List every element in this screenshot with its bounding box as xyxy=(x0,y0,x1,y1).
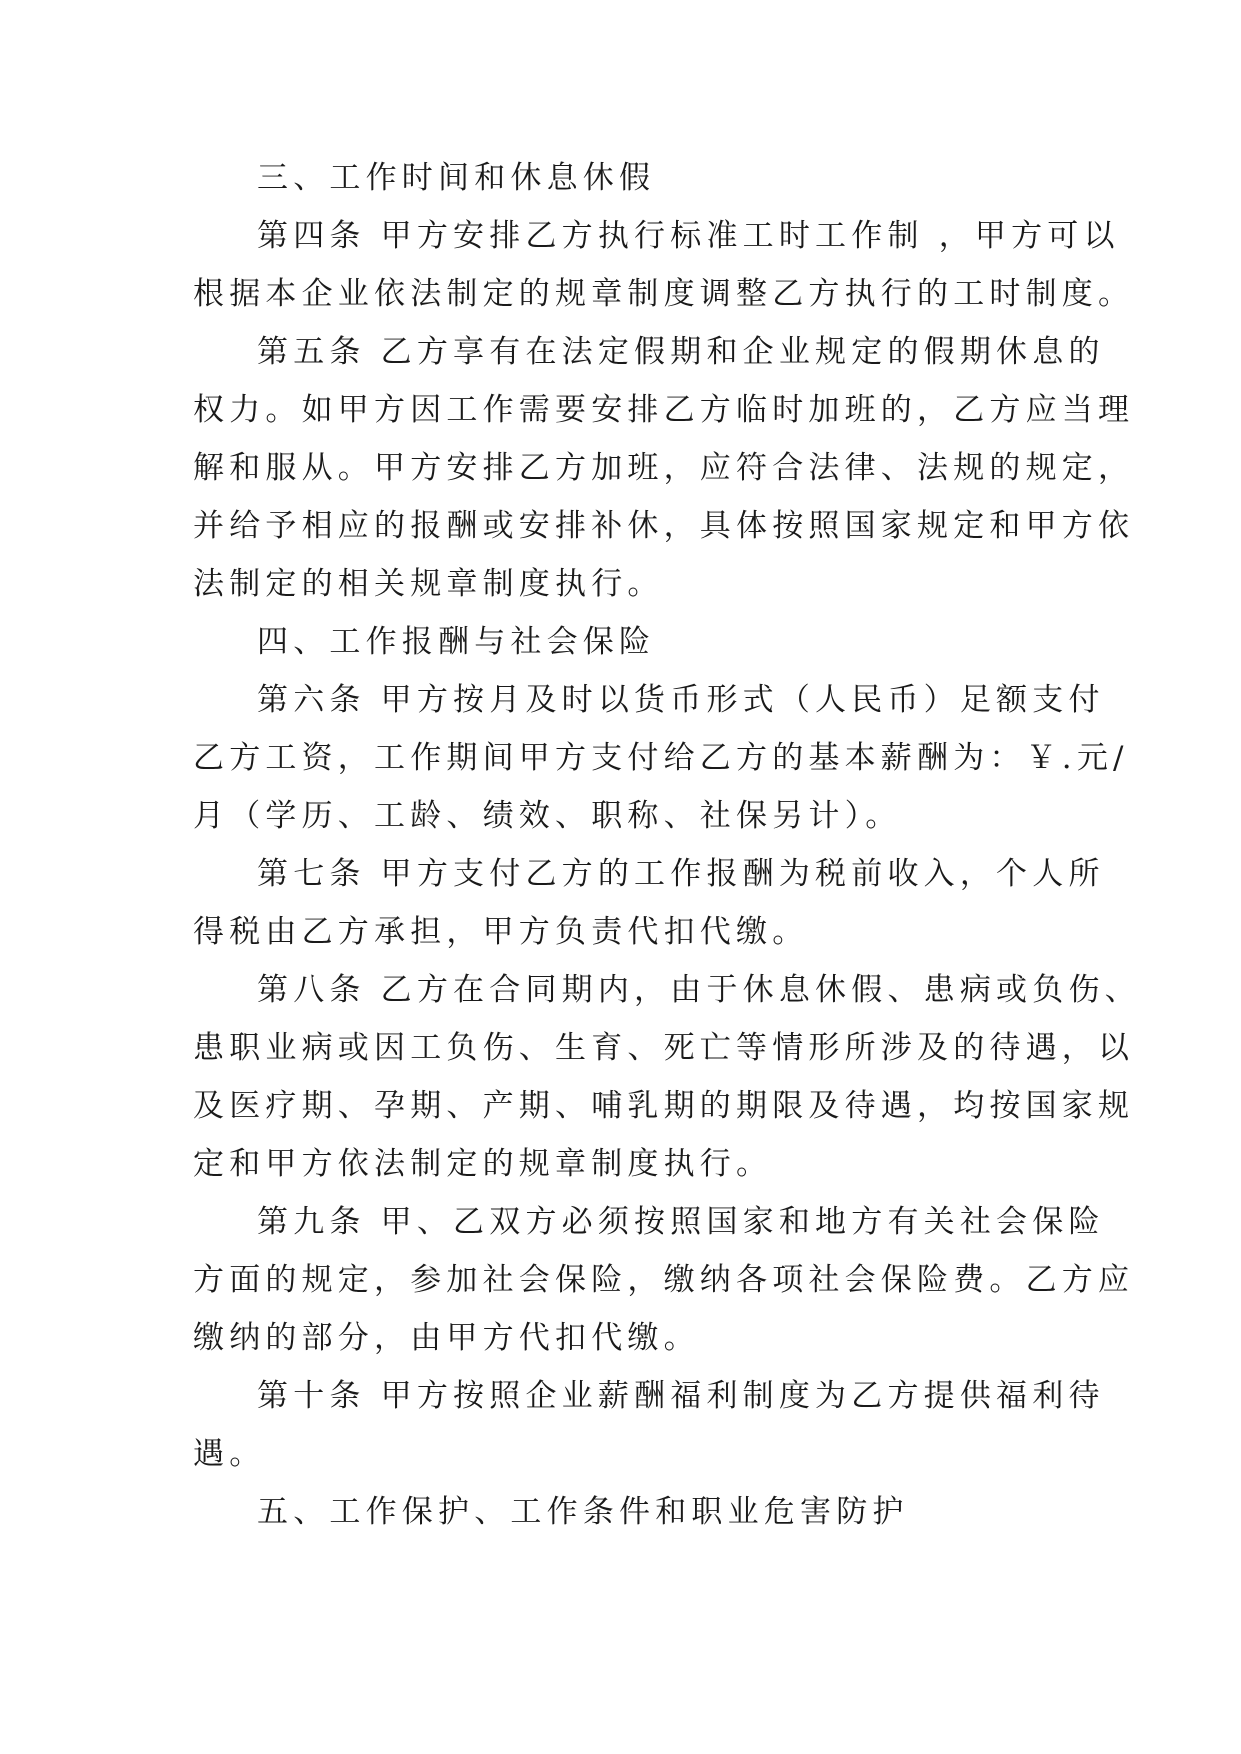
article-7-line-2: 得税由乙方承担，甲方负责代扣代缴。 xyxy=(193,914,809,950)
article-5-line-1: 第五条 乙方享有在法定假期和企业规定的假期休息的 xyxy=(257,334,1105,370)
article-8-line-4: 定和甲方依法制定的规章制度执行。 xyxy=(193,1146,773,1182)
article-10-line-1: 第十条 甲方按照企业薪酬福利制度为乙方提供福利待 xyxy=(257,1378,1105,1414)
article-7-line-1: 第七条 甲方支付乙方的工作报酬为税前收入，个人所 xyxy=(257,856,1105,892)
article-9-line-3: 缴纳的部分，由甲方代扣代缴。 xyxy=(193,1320,700,1356)
article-6-line-2: 乙方工资，工作期间甲方支付给乙方的基本薪酬为：￥.元/ xyxy=(193,740,1129,776)
article-5-line-3: 解和服从。甲方安排乙方加班，应符合法律、法规的规定， xyxy=(193,450,1135,486)
article-8-line-3: 及医疗期、孕期、产期、哺乳期的期限及待遇，均按国家规 xyxy=(193,1088,1135,1124)
article-6-line-1: 第六条 甲方按月及时以货币形式（人民币）足额支付 xyxy=(257,682,1105,718)
document-page xyxy=(193,158,1141,1550)
article-5-line-4: 并给予相应的报酬或安排补休，具体按照国家规定和甲方依 xyxy=(193,508,1135,544)
article-6-line-3: 月（学历、工龄、绩效、职称、社保另计）。 xyxy=(193,798,902,834)
article-4-line-1: 第四条 甲方安排乙方执行标准工时工作制 ，甲方可以 xyxy=(257,218,1120,254)
article-8-line-1: 第八条 乙方在合同期内，由于休息休假、患病或负伤、 xyxy=(257,972,1141,1008)
article-4-line-2: 根据本企业依法制定的规章制度调整乙方执行的工时制度。 xyxy=(193,276,1135,312)
section-heading: 五、工作保护、工作条件和职业危害防护 xyxy=(257,1494,909,1530)
article-10-line-2: 遇。 xyxy=(193,1436,266,1472)
section-heading: 三、工作时间和休息休假 xyxy=(257,160,656,196)
article-5-line-5: 法制定的相关规章制度执行。 xyxy=(193,566,664,602)
article-5-line-2: 权力。如甲方因工作需要安排乙方临时加班的，乙方应当理 xyxy=(193,392,1135,428)
article-9-line-2: 方面的规定，参加社会保险，缴纳各项社会保险费。乙方应 xyxy=(193,1262,1135,1298)
article-9-line-1: 第九条 甲、乙双方必须按照国家和地方有关社会保险 xyxy=(257,1204,1105,1240)
section-heading: 四、工作报酬与社会保险 xyxy=(257,624,656,660)
article-8-line-2: 患职业病或因工负伤、生育、死亡等情形所涉及的待遇，以 xyxy=(193,1030,1135,1066)
